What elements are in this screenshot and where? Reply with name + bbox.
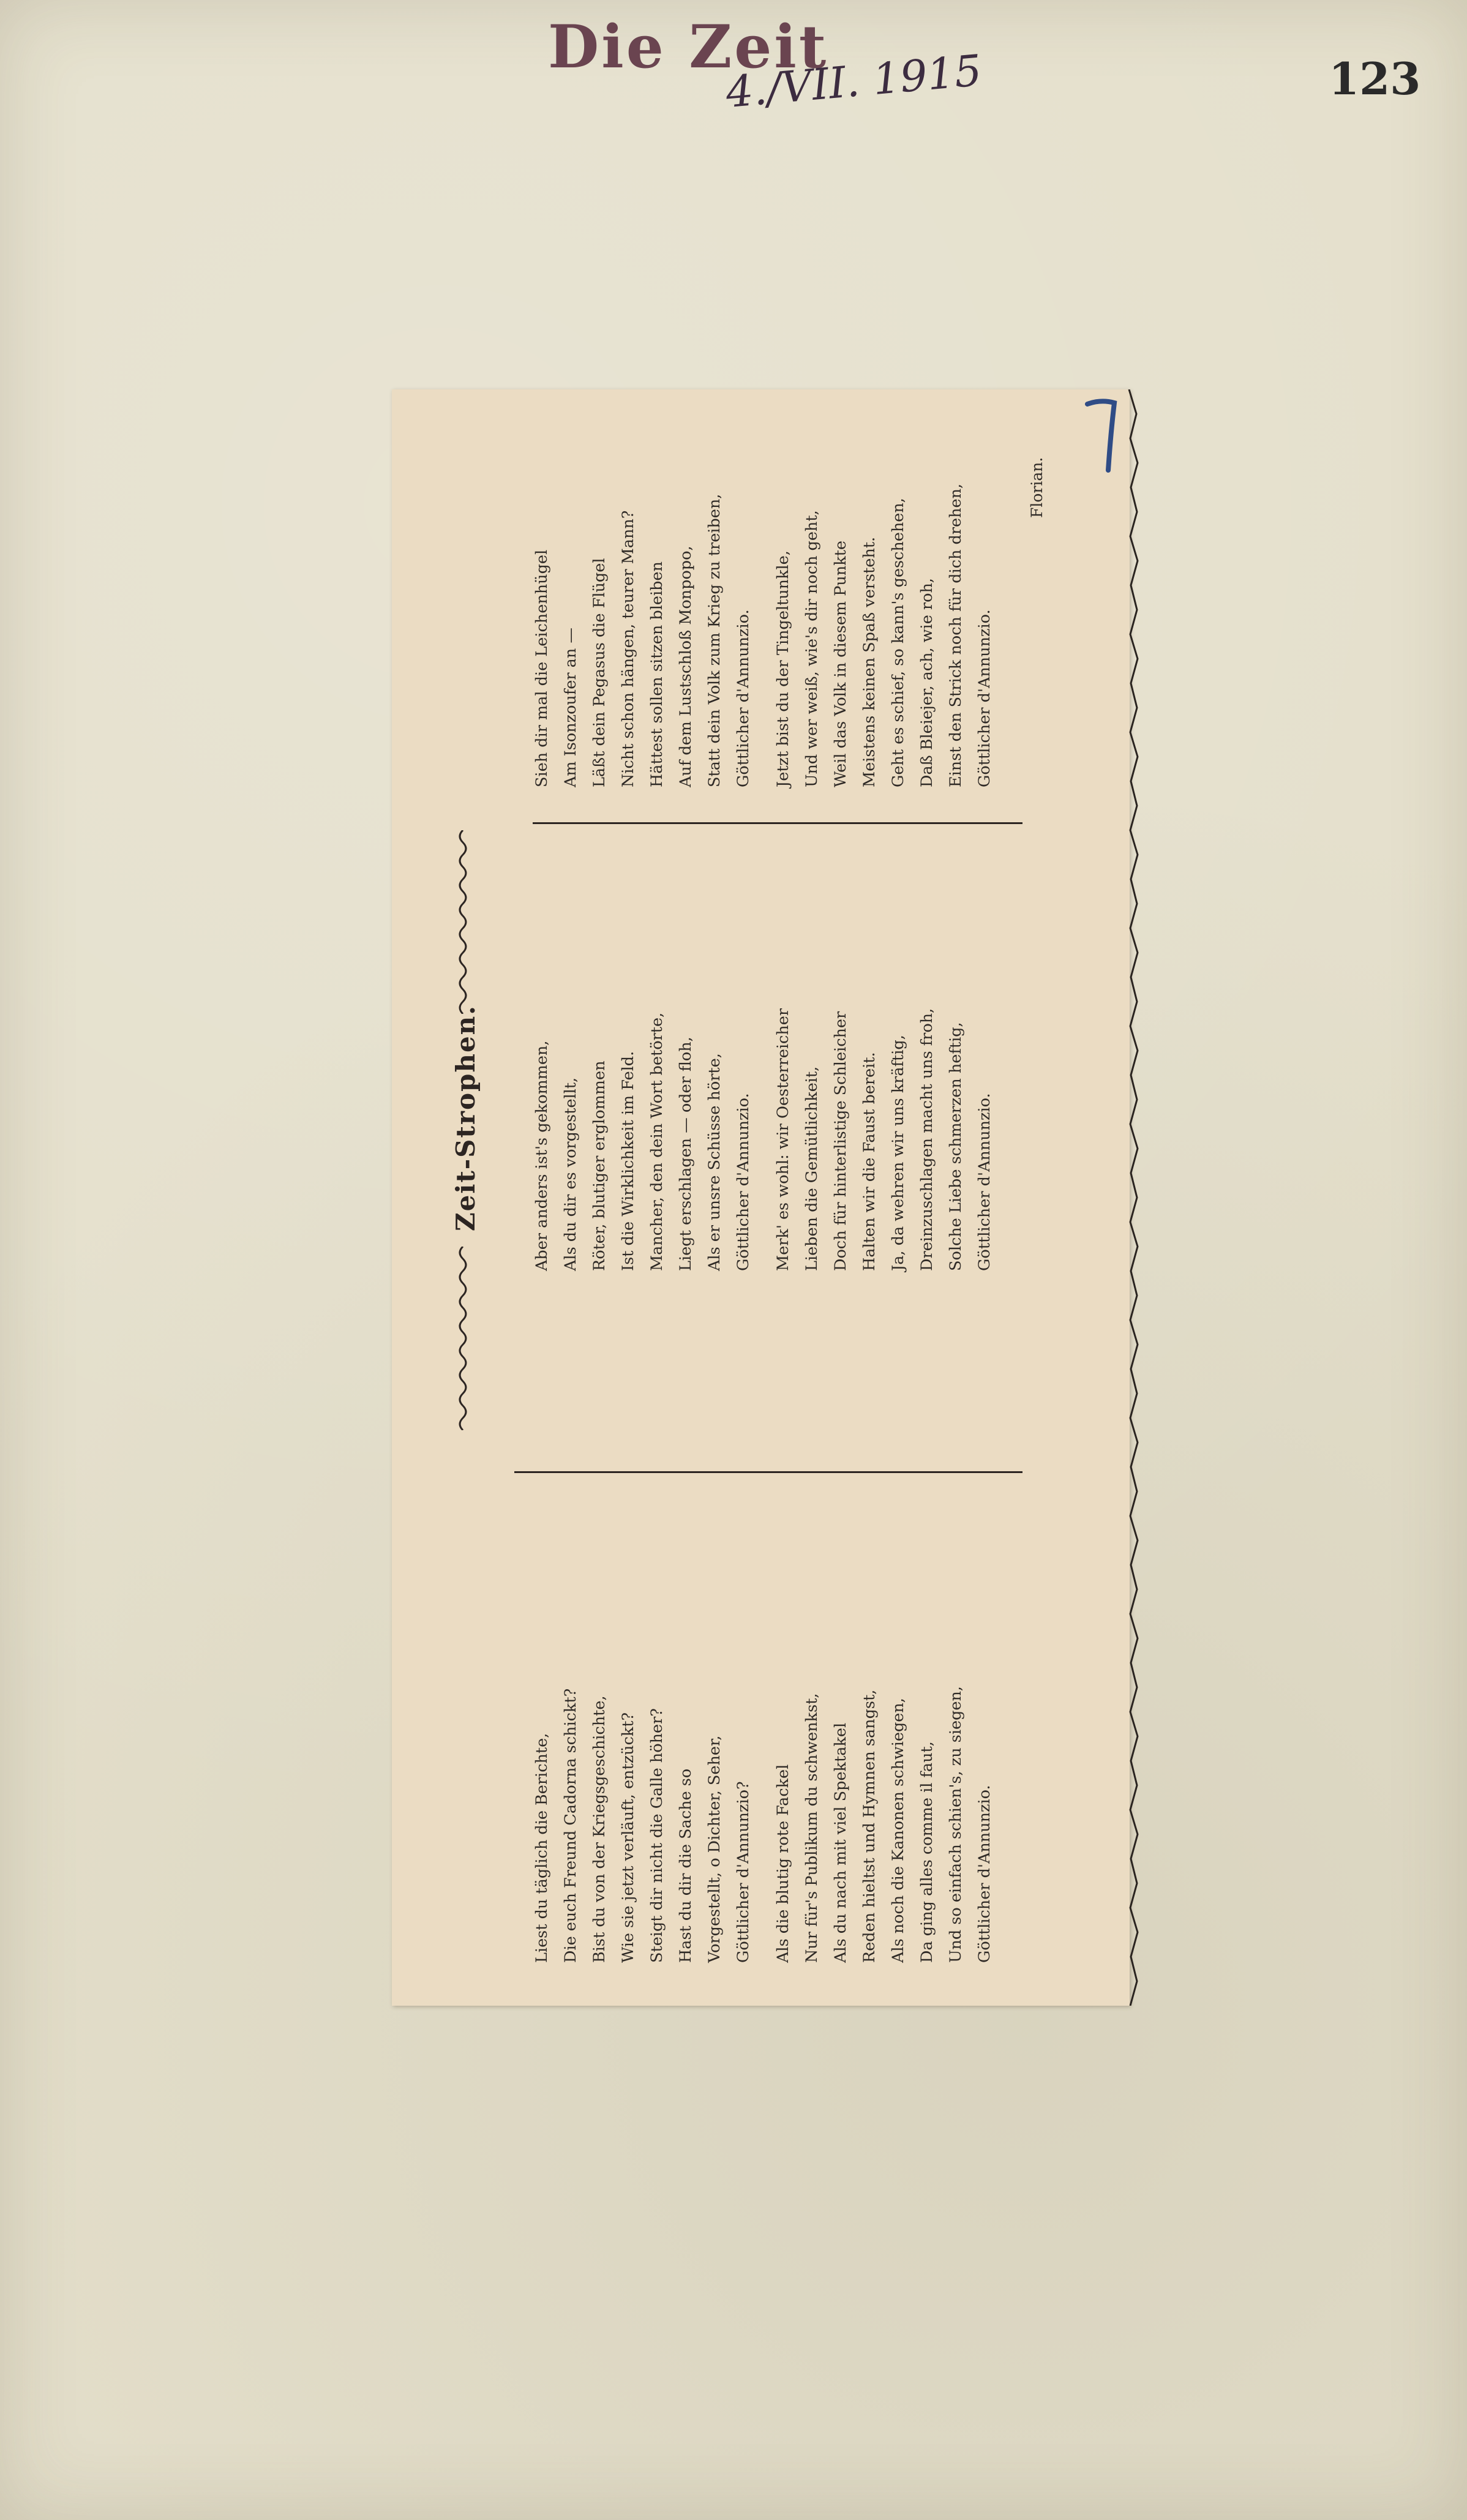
poem-line: Göttlicher d'Annunzio.: [734, 1093, 752, 1271]
poem-line: Und wer weiß, wie's dir noch geht,: [803, 510, 821, 787]
poem-line: Doch für hinterlistige Schleicher: [831, 1011, 850, 1271]
poem-line: Die euch Freund Cadorna schickt?: [561, 1688, 580, 1963]
poem-stanza: [528, 1013, 758, 1271]
poem-line: Göttlicher d'Annunzio?: [734, 1781, 752, 1963]
poem-line: Dreinzuschlagen macht uns froh,: [918, 1008, 936, 1271]
poem-line: Einst den Strick noch für dich drehen,: [947, 483, 965, 787]
poem-line: Hättest sollen sitzen bleiben: [648, 561, 666, 787]
poem-line: Bist du von der Kriegsgeschichte,: [590, 1695, 609, 1963]
poem-line: Sieh dir mal die Leichenhügel: [533, 549, 551, 787]
poem-line: Röter, blutiger erglommen: [590, 1060, 609, 1271]
poem-line: Läßt dein Pegasus die Flügel: [590, 558, 609, 787]
poem-line: Als er unsre Schüsse hörte,: [705, 1053, 724, 1271]
poem-line: Göttlicher d'Annunzio.: [975, 1785, 994, 1963]
poem-line: Meistens keinen Spaß versteht.: [860, 536, 879, 787]
poem-title: Zeit-Strophen.: [451, 1005, 481, 1231]
poem-line: Wie sie jetzt verläuft, entzückt?: [619, 1712, 637, 1963]
poem-column-2: [392, 842, 1130, 1271]
poem-line: Nur für's Publikum du schwenkst,: [803, 1693, 821, 1963]
poem-line: Als du nach mit viel Spektakel: [831, 1722, 850, 1963]
poem-line: Halten wir die Faust bereit.: [860, 1052, 879, 1271]
poem-line: Lieben die Gemütlichkeit,: [803, 1066, 821, 1271]
clipping-text-area: [392, 389, 1130, 2006]
page-number: 123: [1329, 53, 1421, 105]
poem-line: Liest du täglich die Berichte,: [533, 1733, 551, 1963]
column-divider: [533, 822, 1022, 824]
poem-line: Statt dein Volk zum Krieg zu treiben,: [705, 493, 724, 787]
newspaper-name-stamp: Die Zeit: [548, 12, 829, 81]
poem-column-3: [392, 396, 1130, 787]
handwritten-date: 4./VII. 1915: [724, 45, 984, 118]
poem-line: Aber anders ist's gekommen,: [533, 1040, 551, 1271]
poem-line: Und so einfach schien's, zu siegen,: [947, 1686, 965, 1963]
poem-stanza: [769, 1686, 999, 1963]
poem-line: Ja, da wehren wir uns kräftig,: [889, 1035, 907, 1271]
poem-line: Merk' es wohl: wir Oesterreicher: [774, 1008, 792, 1271]
clipping-torn-edge: [1128, 389, 1141, 2006]
poem-line: Steigt dir nicht die Galle höher?: [648, 1708, 666, 1963]
poem-line: Ist die Wirklichkeit im Feld.: [619, 1051, 637, 1271]
poem-stanza: [769, 1008, 999, 1271]
poem-line: Göttlicher d'Annunzio.: [975, 609, 994, 787]
poem-line: Solche Liebe schmerzen heftig,: [947, 1022, 965, 1271]
column-divider: [514, 1471, 1022, 1473]
poem-line: Göttlicher d'Annunzio.: [975, 1093, 994, 1271]
poem-column-1: [392, 1498, 1130, 1963]
poem-line: Nicht schon hängen, teurer Mann?: [619, 510, 637, 787]
poem-line: Als du dir es vorgestellt,: [561, 1077, 580, 1271]
poem-line: Reden hieltst und Hymnen sangst,: [860, 1689, 879, 1963]
poem-stanza: [528, 1689, 758, 1963]
poem-line: Göttlicher d'Annunzio.: [734, 609, 752, 787]
poem-line: Da ging alles comme il faut,: [918, 1741, 936, 1963]
poem-line: Liegt erschlagen — oder floh,: [677, 1037, 695, 1271]
poem-line: Daß Bleiejer, ach, wie roh,: [918, 578, 936, 787]
newspaper-clipping: [392, 389, 1130, 2006]
poem-line: Geht es schief, so kann's geschehen,: [889, 498, 907, 787]
poem-line: Weil das Volk in diesem Punkte: [831, 540, 850, 787]
poem-line: Mancher, den dein Wort betörte,: [648, 1012, 666, 1271]
blue-pencil-mark-icon: [1084, 397, 1120, 476]
poem-line: Hast du dir die Sache so: [677, 1768, 695, 1963]
poem-line: Auf dem Lustschloß Monpopo,: [677, 546, 695, 787]
author-signature: Florian.: [1028, 457, 1046, 518]
poem-line: Als die blutig rote Fackel: [774, 1764, 792, 1963]
poem-stanza: [769, 484, 999, 787]
poem-line: Als noch die Kanonen schwiegen,: [889, 1698, 907, 1963]
poem-line: Am Isonzoufer an —: [561, 628, 580, 787]
poem-line: Jetzt bist du der Tingeltunkle,: [774, 550, 792, 787]
poem-stanza: [528, 494, 758, 787]
title-left-ornament: [456, 1247, 470, 1430]
poem-line: Vorgestellt, o Dichter, Seher,: [705, 1735, 724, 1963]
